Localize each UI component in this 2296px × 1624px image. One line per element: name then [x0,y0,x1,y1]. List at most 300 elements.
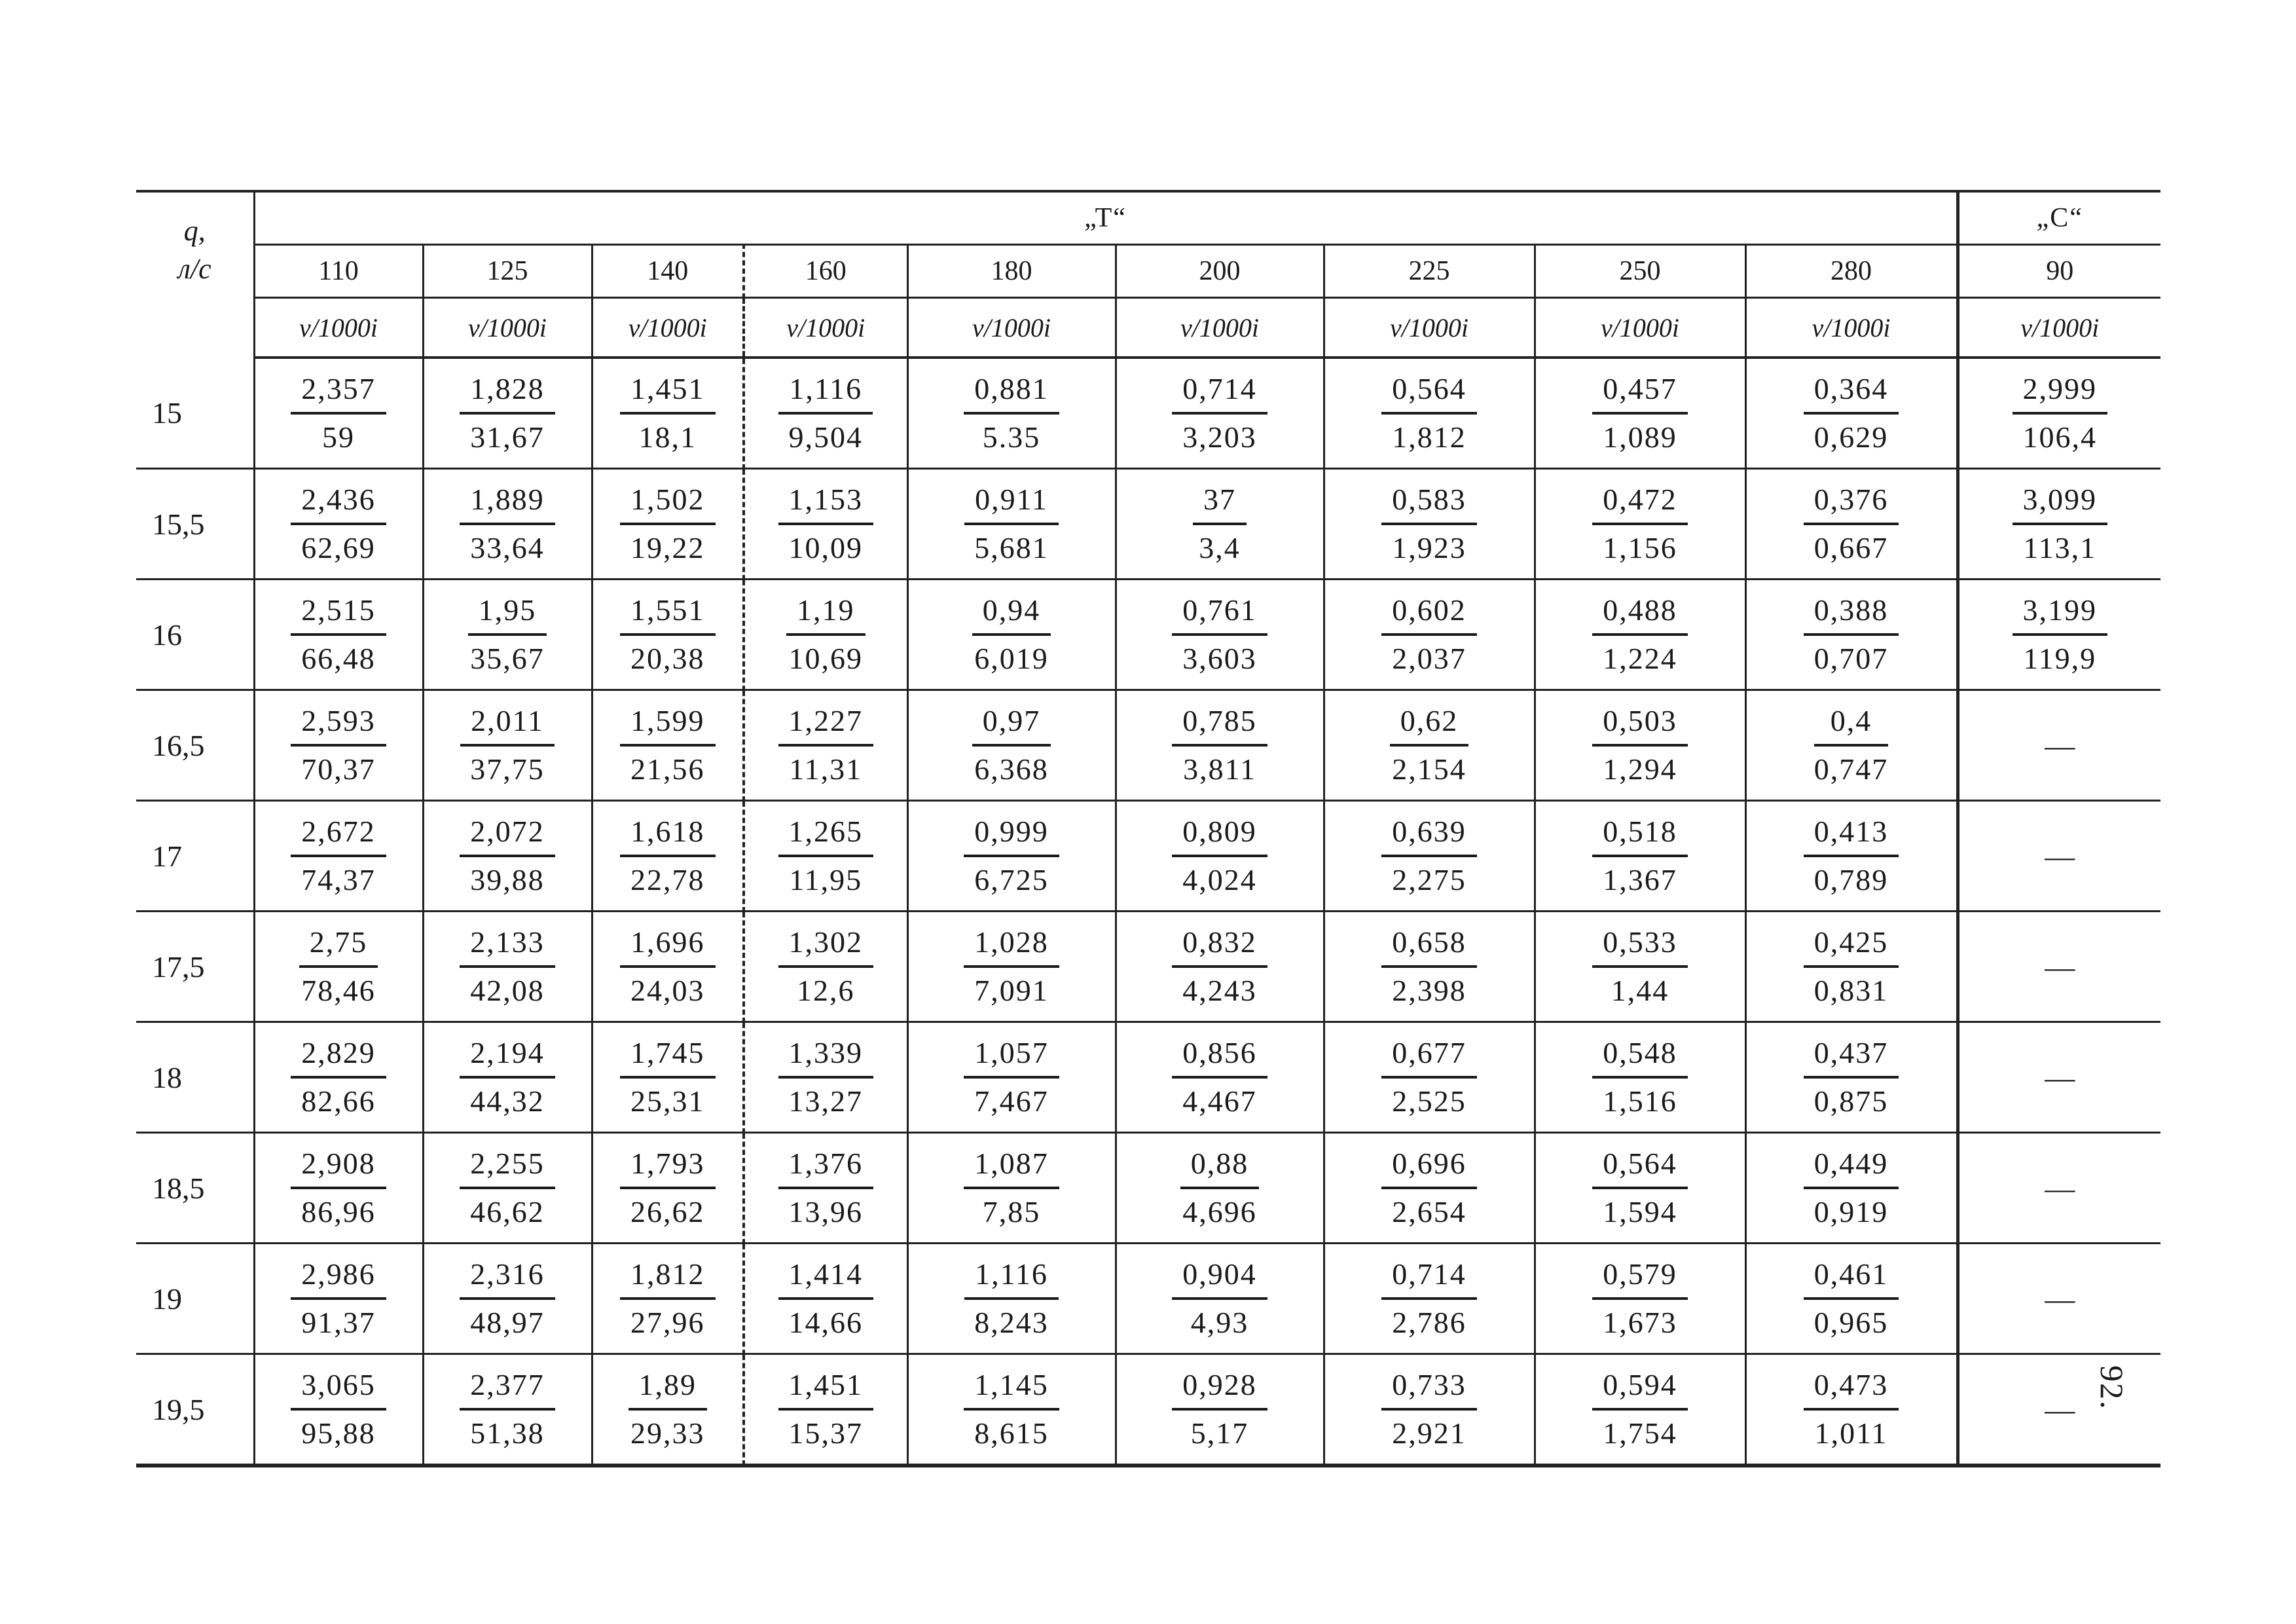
value-cell [907,801,1116,912]
value-cell [423,1022,592,1133]
velocity-value: 0,62 [1400,704,1459,737]
headloss-value: 1,44 [1611,974,1669,1007]
velocity-headloss-fraction [1381,1143,1477,1232]
fraction-bar [778,1297,874,1300]
headloss-value: 11,95 [789,863,863,896]
headloss-value: 29,33 [630,1416,705,1450]
velocity-headloss-fraction [1390,701,1469,790]
velocity-value: 0,472 [1603,483,1677,516]
velocity-headloss-fraction [1172,701,1267,790]
value-cell [907,1244,1116,1354]
fraction-bar [972,744,1051,747]
fraction-bar [1172,1297,1267,1300]
fraction-bar [1381,1297,1477,1300]
velocity-value: 2,986 [301,1257,376,1291]
diameter-header: 140 [592,245,744,298]
value-cell [1116,1354,1324,1465]
velocity-headloss-fraction [972,701,1051,790]
velocity-headloss-fraction [1172,1033,1267,1122]
velocity-value: 1,812 [630,1257,705,1291]
velocity-value: 0,904 [1182,1257,1257,1291]
velocity-value: 1,414 [788,1257,863,1291]
fraction-bar [778,1187,874,1189]
diameter-header: 180 [907,245,1116,298]
value-cell [907,358,1116,469]
value-cell [1745,469,1958,580]
velocity-headloss-fraction [1804,811,1899,900]
velocity-headloss-fraction [964,1143,1059,1232]
fraction-bar [1172,744,1267,747]
headloss-value: 0,831 [1813,974,1889,1007]
headloss-value: 26,62 [630,1195,705,1228]
velocity-value: 0,881 [974,372,1049,405]
velocity-headloss-fraction [778,922,874,1011]
velocity-value: 2,133 [470,925,545,959]
fraction-bar [964,1076,1059,1079]
headloss-value: 2,154 [1392,752,1467,786]
fraction-bar [1592,1408,1688,1411]
velocity-value: 0,583 [1392,483,1467,516]
value-cell [592,912,744,1022]
headloss-value: 70,37 [301,752,376,786]
velocity-headloss-fraction [620,1033,716,1122]
velocity-value: 2,672 [301,815,376,848]
fraction-bar [1381,412,1477,415]
velocity-value: 0,364 [1813,372,1889,405]
headloss-value: 95,88 [301,1416,376,1450]
headloss-value: 0,629 [1813,420,1889,454]
headloss-value: 1,673 [1603,1306,1677,1339]
group-t-header: „Т“ [254,191,1958,245]
headloss-value: 12,6 [797,974,855,1007]
fraction-bar [1172,1076,1267,1079]
headloss-value: 46,62 [470,1195,545,1228]
value-cell [423,1244,592,1354]
velocity-value: 0,809 [1182,815,1257,848]
flow-rate-cell: 18,5 [136,1133,254,1244]
unit-header: v/1000i [1745,298,1958,358]
headloss-value: 0,789 [1813,863,1889,896]
velocity-headloss-fraction [460,1143,555,1232]
fraction-bar [460,412,555,415]
velocity-headloss-fraction [291,701,386,790]
velocity-headloss-fraction [778,1033,874,1122]
headloss-value: 0,667 [1813,531,1889,564]
empty-dash: — [2045,728,2075,762]
value-cell [1745,1022,1958,1133]
headloss-value: 0,965 [1813,1306,1889,1339]
value-cell [907,1022,1116,1133]
value-cell [1324,801,1535,912]
value-cell [1535,1244,1745,1354]
velocity-value: 0,696 [1392,1147,1467,1180]
velocity-value: 2,316 [470,1257,545,1291]
velocity-headloss-fraction [291,1365,386,1454]
fraction-bar [778,855,874,857]
fraction-bar [460,1408,555,1411]
value-cell [423,801,592,912]
value-cell [423,580,592,690]
value-cell [1958,1133,2160,1244]
headloss-value: 5.35 [982,420,1041,454]
headloss-value: 42,08 [470,974,545,1007]
velocity-value: 0,413 [1813,815,1889,848]
headloss-value: 3,603 [1182,642,1257,675]
headloss-value: 2,037 [1392,642,1467,675]
value-cell [1958,1244,2160,1354]
headloss-value: 21,56 [630,752,705,786]
fraction-bar [460,965,555,968]
value-cell [1324,690,1535,801]
fraction-bar [460,855,555,857]
headloss-value: 78,46 [301,974,376,1007]
unit-header: v/1000i [1324,298,1535,358]
value-cell [1745,690,1958,801]
value-cell [592,1354,744,1465]
fraction-bar [1172,412,1267,415]
velocity-value: 0,564 [1392,372,1467,405]
value-cell [254,580,423,690]
value-cell [744,1244,907,1354]
velocity-value: 2,011 [471,704,544,737]
value-cell [744,358,907,469]
headloss-value: 39,88 [470,863,545,896]
value-cell [744,912,907,1022]
velocity-headloss-fraction [291,1033,386,1122]
velocity-value: 0,564 [1603,1147,1677,1180]
table-row [136,469,2160,580]
velocity-value: 0,88 [1190,1147,1249,1180]
headloss-value: 10,69 [788,642,863,675]
headloss-value: 48,97 [470,1306,545,1339]
fraction-bar [964,855,1059,857]
velocity-value: 1,116 [975,1257,1048,1291]
unit-header: v/1000i [1958,298,2160,358]
empty-dash: — [2045,1282,2075,1316]
value-cell [1535,580,1745,690]
velocity-headloss-fraction [778,1143,874,1232]
velocity-value: 1,696 [630,925,705,959]
diameter-header: 160 [744,245,907,298]
diameter-header: 125 [423,245,592,298]
fraction-bar [778,965,874,968]
headloss-value: 2,786 [1392,1306,1467,1339]
fraction-bar [778,1408,874,1411]
velocity-value: 1,502 [630,483,705,516]
empty-dash: — [2045,839,2075,873]
headloss-value: 2,921 [1392,1416,1467,1450]
fraction-bar [1804,1187,1899,1189]
flow-rate-cell: 16 [136,580,254,690]
velocity-headloss-fraction [1814,701,1889,790]
velocity-value: 0,437 [1813,1036,1889,1069]
velocity-headloss-fraction [1381,1254,1477,1343]
flow-rate-cell: 15 [136,358,254,469]
headloss-value: 6,725 [974,863,1049,896]
value-cell [254,1022,423,1133]
fraction-bar [620,523,716,525]
value-cell [1745,1354,1958,1465]
velocity-value: 3,099 [2022,483,2097,516]
velocity-value: 0,602 [1392,593,1467,627]
value-cell [423,1133,592,1244]
value-cell [1535,912,1745,1022]
value-cell [592,1133,744,1244]
headloss-value: 20,38 [630,642,705,675]
headloss-value: 11,31 [789,752,863,786]
value-cell [1958,912,2160,1022]
fraction-bar [1804,633,1899,636]
fraction-bar [291,1187,386,1189]
velocity-value: 0,388 [1813,593,1889,627]
fraction-bar [1804,1076,1899,1079]
value-cell [1745,1133,1958,1244]
headloss-value: 8,243 [974,1306,1049,1339]
velocity-headloss-fraction [1592,1033,1688,1122]
fraction-bar [1172,965,1267,968]
value-cell [1324,912,1535,1022]
value-cell [1324,1133,1535,1244]
headloss-value: 62,69 [301,531,376,564]
table-row [136,1244,2160,1354]
velocity-value: 0,999 [974,815,1049,848]
velocity-value: 1,116 [789,372,863,405]
headloss-value: 15,37 [788,1416,863,1450]
velocity-headloss-fraction [460,1254,555,1343]
value-cell [1535,801,1745,912]
value-cell [907,580,1116,690]
headloss-value: 1,011 [1814,1416,1888,1450]
value-cell [1745,912,1958,1022]
value-cell [1958,801,2160,912]
fraction-bar [778,744,874,747]
headloss-value: 1,923 [1392,531,1467,564]
velocity-headloss-fraction [778,1365,874,1454]
velocity-headloss-fraction [620,922,716,1011]
velocity-value: 0,488 [1603,593,1677,627]
headloss-value: 4,696 [1182,1195,1257,1228]
fraction-bar [1592,1076,1688,1079]
fraction-bar [620,1187,716,1189]
fraction-bar [291,412,386,415]
fraction-bar [620,633,716,636]
velocity-headloss-fraction [778,811,874,900]
fraction-bar [620,855,716,857]
headloss-value: 2,654 [1392,1195,1467,1228]
headloss-value: 9,504 [788,420,863,454]
velocity-headloss-fraction [964,1254,1059,1343]
velocity-headloss-fraction [1804,1254,1899,1343]
velocity-value: 1,89 [638,1368,697,1401]
value-cell [1116,690,1324,801]
fraction-bar [291,1076,386,1079]
velocity-headloss-fraction [1592,1143,1688,1232]
hydraulic-table-page [136,190,2160,1467]
velocity-value: 1,145 [974,1368,1049,1401]
headloss-value: 1,294 [1603,752,1677,786]
velocity-headloss-fraction [1381,1365,1477,1454]
headloss-value: 4,93 [1190,1306,1249,1339]
headloss-value: 82,66 [301,1084,376,1118]
value-cell [907,690,1116,801]
velocity-headloss-fraction [964,369,1059,458]
headloss-value: 7,091 [974,974,1049,1007]
velocity-headloss-fraction [1172,811,1267,900]
velocity-value: 1,745 [630,1036,705,1069]
fraction-bar [1592,744,1688,747]
fraction-bar [629,1408,708,1411]
fraction-bar [460,523,555,525]
headloss-value: 31,67 [470,420,545,454]
velocity-value: 0,473 [1813,1368,1889,1401]
velocity-headloss-fraction [291,1254,386,1343]
diameter-header: 90 [1958,245,2160,298]
headloss-value: 22,78 [630,863,705,896]
fraction-bar [620,965,716,968]
velocity-headloss-fraction [786,590,866,679]
headloss-value: 59 [322,420,355,454]
velocity-value: 2,999 [2022,372,2097,405]
value-cell [1535,358,1745,469]
velocity-headloss-fraction [620,1254,716,1343]
empty-dash: — [2045,950,2075,984]
velocity-headloss-fraction [291,590,386,679]
value-cell [254,912,423,1022]
headloss-value: 4,467 [1182,1084,1257,1118]
value-cell [1535,469,1745,580]
value-cell [592,580,744,690]
value-cell [907,1354,1116,1465]
headloss-value: 1,367 [1603,863,1677,896]
headloss-value: 2,398 [1392,974,1467,1007]
value-cell [592,469,744,580]
velocity-value: 0,761 [1182,593,1257,627]
value-cell [744,690,907,801]
fraction-bar [620,744,716,747]
velocity-headloss-fraction [1592,922,1688,1011]
velocity-headloss-fraction [1804,590,1899,679]
velocity-value: 0,714 [1182,372,1257,405]
fraction-bar [778,523,874,525]
unit-header: v/1000i [907,298,1116,358]
velocity-headloss-fraction [2013,479,2108,568]
velocity-headloss-fraction [964,1033,1059,1122]
velocity-headloss-fraction [620,701,716,790]
value-cell [254,801,423,912]
value-cell [1116,1244,1324,1354]
fraction-bar [1592,1187,1688,1189]
value-cell [1958,1022,2160,1133]
value-cell [744,1133,907,1244]
headloss-value: 25,31 [630,1084,705,1118]
value-cell [254,690,423,801]
fraction-bar [620,1297,716,1300]
velocity-headloss-fraction [1381,922,1477,1011]
velocity-headloss-fraction [460,479,555,568]
fraction-bar [964,1297,1059,1300]
fraction-bar [964,1187,1059,1189]
fraction-bar [460,1297,555,1300]
headloss-value: 6,368 [974,752,1049,786]
fraction-bar [964,412,1059,415]
value-cell [1324,1022,1535,1133]
table-row [136,801,2160,912]
value-cell [1958,580,2160,690]
velocity-value: 1,599 [630,704,705,737]
q-header-line2: л/с [177,253,211,285]
velocity-headloss-fraction [629,1365,708,1454]
velocity-headloss-fraction [620,479,716,568]
velocity-value: 2,515 [301,593,376,627]
velocity-value: 0,658 [1392,925,1467,959]
velocity-headloss-fraction [1592,369,1688,458]
unit-header: v/1000i [592,298,744,358]
velocity-value: 1,028 [974,925,1049,959]
table-row [136,358,2160,469]
headloss-value: 119,9 [2023,642,2097,675]
velocity-value: 0,677 [1392,1036,1467,1069]
value-cell [1958,690,2160,801]
value-cell [1745,1244,1958,1354]
value-cell [423,469,592,580]
headloss-value: 106,4 [2022,420,2097,454]
velocity-headloss-fraction [291,369,386,458]
value-cell [1116,912,1324,1022]
headloss-value: 51,38 [470,1416,545,1450]
velocity-headloss-fraction [964,1365,1059,1454]
fraction-bar [460,1187,555,1189]
headloss-value: 113,1 [2023,531,2097,564]
velocity-value: 1,551 [630,593,705,627]
empty-dash: — [2045,1392,2075,1426]
value-cell [592,1244,744,1354]
headloss-value: 7,467 [974,1084,1049,1118]
headloss-value: 2,275 [1392,863,1467,896]
value-cell [1324,358,1535,469]
velocity-headloss-fraction [778,1254,874,1343]
diameter-header: 110 [254,245,423,298]
velocity-headloss-fraction [460,1033,555,1122]
value-cell [907,1133,1116,1244]
headloss-value: 44,32 [470,1084,545,1118]
fraction-bar [1592,855,1688,857]
fraction-bar [1390,744,1469,747]
velocity-headloss-fraction [964,479,1059,568]
velocity-headloss-fraction [460,1365,555,1454]
velocity-value: 1,302 [788,925,863,959]
fraction-bar [1180,1187,1260,1189]
velocity-value: 1,451 [788,1368,863,1401]
velocity-headloss-fraction [1804,369,1899,458]
fraction-bar [1804,855,1899,857]
velocity-headloss-fraction [1172,369,1267,458]
velocity-headloss-fraction [778,369,873,458]
velocity-headloss-fraction [1592,1254,1688,1343]
velocity-headloss-fraction [1381,811,1477,900]
velocity-value: 0,594 [1603,1368,1677,1401]
velocity-headloss-fraction [972,590,1051,679]
headloss-value: 1,224 [1603,642,1677,675]
fraction-bar [291,1297,386,1300]
diameter-header: 280 [1745,245,1958,298]
velocity-headloss-fraction [620,811,716,900]
value-cell [1535,1133,1745,1244]
velocity-value: 1,339 [788,1036,863,1069]
headloss-value: 74,37 [301,863,376,896]
fraction-bar [964,1408,1059,1411]
velocity-value: 1,828 [470,372,545,405]
fraction-bar [964,523,1059,525]
